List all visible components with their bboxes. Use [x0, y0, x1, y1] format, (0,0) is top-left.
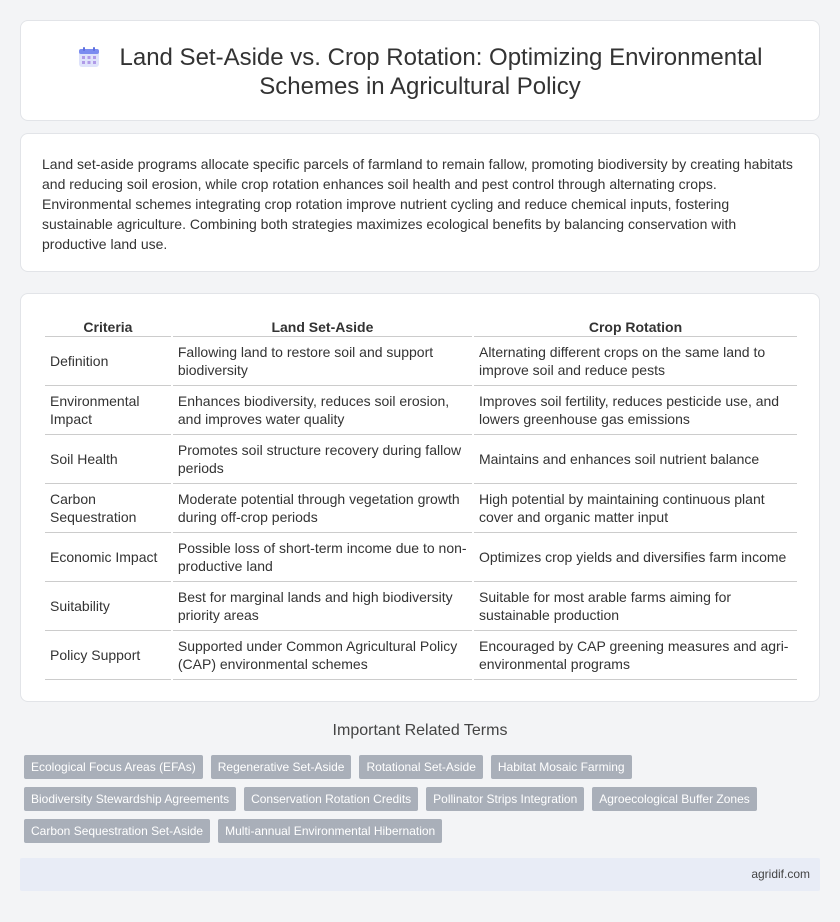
crop-rotation-cell: Encouraged by CAP greening measures and agri-environmental programs [474, 631, 797, 680]
footer-site-link[interactable]: agridif.com [751, 867, 810, 881]
related-term-tag[interactable]: Conservation Rotation Credits [244, 787, 418, 811]
calendar-icon [78, 46, 100, 68]
criteria-cell: Policy Support [45, 631, 171, 680]
related-term-tag[interactable]: Agroecological Buffer Zones [592, 787, 757, 811]
criteria-cell: Suitability [45, 582, 171, 631]
intro-paragraph: Land set-aside programs allocate specific parcels of farmland to remain fallow, promoting biodiversity by creating habitats and reducing soil erosion, while crop rotation enhances soil health and pest control through alternating crops. Environmental schemes integrating crop rotation improve nutrient cycling and reduce chemical inputs, fostering sustainable agriculture. Combining both strategies maximizes ecological benefits by balancing conservation with productive land use. [42, 156, 793, 252]
set-aside-cell: Possible loss of short-term income due to non-productive land [173, 533, 472, 582]
criteria-cell: Carbon Sequestration [45, 484, 171, 533]
header-card [20, 20, 820, 121]
crop-rotation-cell: Optimizes crop yields and diversifies farm income [474, 533, 797, 582]
criteria-cell: Environmental Impact [45, 386, 171, 435]
crop-rotation-cell: Maintains and enhances soil nutrient balance [474, 435, 797, 484]
intro-card [20, 133, 820, 272]
related-term-tag[interactable]: Regenerative Set-Aside [211, 755, 352, 779]
page-title [21, 43, 819, 101]
related-term-tag[interactable]: Biodiversity Stewardship Agreements [24, 787, 236, 811]
title-line-2: Schemes in Agricultural Policy [259, 73, 581, 100]
criteria-cell: Definition [45, 337, 171, 386]
set-aside-cell: Enhances biodiversity, reduces soil erosion, and improves water quality [173, 386, 472, 435]
related-term-tag[interactable]: Pollinator Strips Integration [426, 787, 584, 811]
related-term-tag[interactable]: Rotational Set-Aside [359, 755, 482, 779]
criteria-cell: Soil Health [45, 435, 171, 484]
comparison-table-card [20, 293, 820, 702]
table-header-row [45, 316, 797, 337]
header-crop-rotation: Crop Rotation [474, 316, 797, 337]
header-criteria: Criteria [45, 316, 171, 337]
crop-rotation-cell: High potential by maintaining continuous plant cover and organic matter input [474, 484, 797, 533]
table-row [45, 386, 797, 435]
title-line-1: Land Set-Aside vs. Crop Rotation: Optimizing Environmental [119, 44, 763, 71]
table-row [45, 631, 797, 680]
set-aside-cell: Best for marginal lands and high biodiversity priority areas [173, 582, 472, 631]
related-terms-list [24, 755, 804, 843]
header-land-set-aside: Land Set-Aside [173, 316, 472, 337]
table-row [45, 533, 797, 582]
criteria-cell: Economic Impact [45, 533, 171, 582]
related-terms-heading: Important Related Terms [332, 722, 508, 739]
set-aside-cell: Supported under Common Agricultural Policy (CAP) environmental schemes [173, 631, 472, 680]
related-term-tag[interactable]: Habitat Mosaic Farming [491, 755, 632, 779]
table-row [45, 435, 797, 484]
set-aside-cell: Moderate potential through vegetation growth during off-crop periods [173, 484, 472, 533]
comparison-table [43, 316, 799, 680]
crop-rotation-cell: Suitable for most arable farms aiming for sustainable production [474, 582, 797, 631]
table-row [45, 484, 797, 533]
crop-rotation-cell: Improves soil fertility, reduces pesticide use, and lowers greenhouse gas emissions [474, 386, 797, 435]
set-aside-cell: Promotes soil structure recovery during fallow periods [173, 435, 472, 484]
table-row [45, 337, 797, 386]
table-row [45, 582, 797, 631]
crop-rotation-cell: Alternating different crops on the same land to improve soil and reduce pests [474, 337, 797, 386]
related-term-tag[interactable]: Multi-annual Environmental Hibernation [218, 819, 442, 843]
footer-bar [20, 858, 820, 891]
related-term-tag[interactable]: Carbon Sequestration Set-Aside [24, 819, 210, 843]
set-aside-cell: Fallowing land to restore soil and support biodiversity [173, 337, 472, 386]
related-term-tag[interactable]: Ecological Focus Areas (EFAs) [24, 755, 203, 779]
